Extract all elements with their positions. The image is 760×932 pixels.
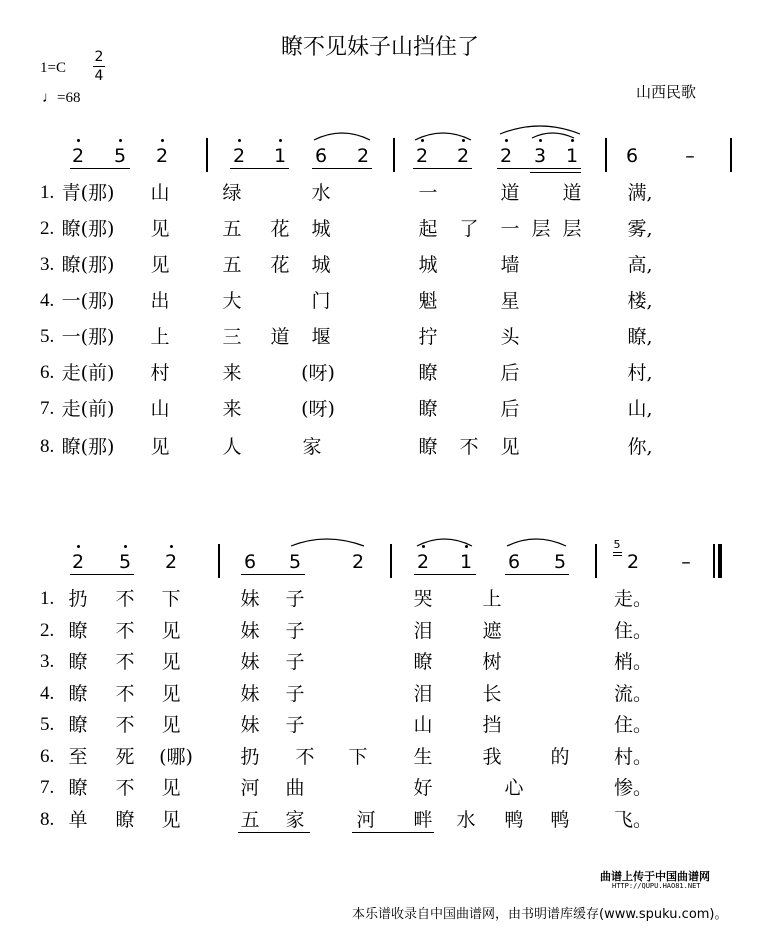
lyric: 水	[456, 809, 476, 831]
lyric: 子	[285, 620, 305, 642]
note: 5	[553, 551, 567, 573]
lyric: 瞭	[68, 651, 88, 673]
note: 2	[626, 551, 640, 573]
lyric: 不	[115, 651, 135, 673]
note: 5	[118, 551, 132, 573]
lyric: 子	[285, 714, 305, 736]
lyric: 墙	[500, 254, 520, 276]
lyric: 鸭	[504, 809, 524, 831]
lyric: 河	[356, 809, 376, 831]
lyric: 堰	[311, 326, 331, 348]
note: 2	[71, 145, 85, 167]
lyric: 子	[285, 651, 305, 673]
verse-number: 4.	[40, 683, 55, 704]
lyric: 后	[500, 398, 520, 420]
slur	[415, 133, 471, 140]
lyric: 不	[115, 714, 135, 736]
note: 6	[243, 551, 257, 573]
lyric: 生	[413, 746, 433, 768]
lyric: 不	[295, 746, 315, 768]
lyric: 子	[285, 588, 305, 610]
lyric: 星	[500, 290, 520, 312]
lyric: 扔	[240, 746, 260, 768]
note: 2	[415, 145, 429, 167]
note: 6	[314, 145, 328, 167]
lyric: 瞭	[68, 714, 88, 736]
lyric: 见	[150, 218, 170, 240]
lyric: 一	[418, 182, 438, 204]
lyric: 上	[150, 326, 170, 348]
lyric: 妹	[240, 620, 260, 642]
lyric: 见	[161, 714, 181, 736]
verse-number: 7.	[40, 398, 55, 419]
lyric: 青(那)	[61, 182, 115, 204]
note: 5	[113, 145, 127, 167]
lyric: 瞭	[418, 362, 438, 384]
lyric: 魁	[418, 290, 438, 312]
note: 3	[533, 145, 547, 167]
tempo-value: =68	[57, 90, 81, 106]
lyric: 道	[500, 182, 520, 204]
lyric: 河	[240, 777, 260, 799]
lyric: 瞭(那)	[61, 436, 115, 458]
lyric: 后	[500, 362, 520, 384]
lyric: 妹	[240, 714, 260, 736]
lyric: 瞭	[413, 651, 433, 673]
lyric: 了	[459, 218, 479, 240]
note: 2	[164, 551, 178, 573]
lyric: 飞。	[613, 809, 653, 831]
lyric: 走(前)	[61, 398, 115, 420]
lyric: 家	[302, 436, 322, 458]
lyric: 心	[504, 777, 524, 799]
lyric: 五	[222, 218, 242, 240]
lyric: 瞭	[68, 777, 88, 799]
lyric: 泪	[413, 620, 433, 642]
lyric: 妹	[240, 588, 260, 610]
lyric: 来	[222, 362, 242, 384]
slur	[291, 539, 364, 546]
lyric: 走(前)	[61, 362, 115, 384]
lyric: 瞭	[68, 620, 88, 642]
lyric: 不	[115, 620, 135, 642]
song-title: 瞭不见妹子山挡住了	[280, 35, 479, 60]
slur	[500, 126, 580, 134]
lyric: 村	[150, 362, 170, 384]
lyric: 山	[150, 398, 170, 420]
time-sig-bottom: 4	[94, 68, 104, 84]
lyric: 山,	[627, 398, 653, 420]
lyric: 妹	[240, 683, 260, 705]
slur	[417, 539, 472, 546]
lyric: 走。	[613, 588, 653, 610]
lyric: 鸭	[550, 809, 570, 831]
lyric: 一(那)	[61, 326, 115, 348]
lyric: 见	[150, 254, 170, 276]
lyric: 单	[68, 809, 88, 831]
note: 5	[288, 551, 302, 573]
site-url: HTTP://QUPU.HAO81.NET	[612, 882, 701, 890]
lyric: 不	[459, 436, 479, 458]
lyric: 树	[482, 651, 502, 673]
verse-number: 3.	[40, 254, 55, 275]
lyric: 惨。	[613, 777, 653, 799]
lyric: 挡	[482, 714, 502, 736]
slur	[532, 133, 574, 138]
lyric: 遮	[482, 620, 502, 642]
lyric: 门	[311, 290, 331, 312]
lyric: 一(那)	[61, 290, 115, 312]
lyric: (哪)	[159, 746, 193, 768]
lyric: 流。	[613, 683, 653, 705]
verse-number: 3.	[40, 651, 55, 672]
site-label: 曲谱上传于中国曲谱网	[600, 870, 710, 883]
note: 6	[625, 145, 639, 167]
lyric: 村,	[627, 362, 653, 384]
lyric: 好	[413, 777, 433, 799]
lyric: 住。	[613, 714, 653, 736]
lyric: 绿	[222, 182, 242, 204]
note: 2	[416, 551, 430, 573]
lyric: 死	[115, 746, 135, 768]
verse-number: 6.	[40, 746, 55, 767]
lyric: 不	[115, 683, 135, 705]
note-dash: –	[685, 145, 695, 167]
slur	[314, 133, 370, 140]
note: 6	[507, 551, 521, 573]
verse-number: 2.	[40, 218, 55, 239]
verse-number: 5.	[40, 714, 55, 735]
lyric: 头	[500, 326, 520, 348]
lyric: 长	[482, 683, 502, 705]
verse-number: 1.	[40, 588, 55, 609]
lyric: 高,	[627, 254, 653, 276]
lyric: 层	[562, 218, 582, 240]
key-signature: 1=C	[40, 60, 66, 76]
lyric: 瞭	[115, 809, 135, 831]
note: 1	[459, 551, 473, 573]
note: 2	[456, 145, 470, 167]
note: 2	[71, 551, 85, 573]
lyric: 道	[270, 326, 290, 348]
note: 2	[499, 145, 513, 167]
lyric: 三	[222, 326, 242, 348]
lyric: 见	[161, 809, 181, 831]
lyric: 见	[500, 436, 520, 458]
lyric: 曲	[285, 777, 305, 799]
lyric: 不	[115, 588, 135, 610]
lyric: 子	[285, 683, 305, 705]
verse-number: 8.	[40, 436, 55, 457]
note: 2	[155, 145, 169, 167]
lyric: 满,	[627, 182, 653, 204]
lyric: 见	[150, 436, 170, 458]
lyric: 城	[311, 218, 331, 240]
lyric: 出	[150, 290, 170, 312]
lyric: (呀)	[301, 398, 335, 420]
lyric: 上	[482, 588, 502, 610]
lyric: 畔	[413, 809, 433, 831]
lyric: 来	[222, 398, 242, 420]
lyric: 哭	[413, 588, 433, 610]
slur	[507, 539, 566, 546]
lyric: 瞭(那)	[61, 254, 115, 276]
lyric: 瞭	[68, 683, 88, 705]
lyric: 五	[222, 254, 242, 276]
lyric: 花	[270, 218, 290, 240]
lyric: 见	[161, 777, 181, 799]
lyric: 水	[311, 182, 331, 204]
lyric: 道	[562, 182, 582, 204]
lyric: 扔	[68, 588, 88, 610]
note: 2	[356, 145, 370, 167]
verse-number: 5.	[40, 326, 55, 347]
verse-number: 1.	[40, 182, 55, 203]
lyric: 见	[161, 651, 181, 673]
lyric: 五	[240, 809, 260, 831]
lyric: 的	[550, 746, 570, 768]
verse-number: 2.	[40, 620, 55, 641]
note: 2	[351, 551, 365, 573]
lyric: 楼,	[627, 290, 653, 312]
lyric: 瞭,	[627, 326, 653, 348]
quarter-note-icon: ♩	[42, 90, 57, 106]
lyric: 城	[418, 254, 438, 276]
note: 2	[232, 145, 246, 167]
lyric: 起	[418, 218, 438, 240]
verse-number: 4.	[40, 290, 55, 311]
lyric: 一	[500, 218, 520, 240]
verse-number: 8.	[40, 809, 55, 830]
lyric: 至	[68, 746, 88, 768]
credit-line: 本乐谱收录自中国曲谱网，由书明谱库缓存(www.spuku.com)。	[352, 907, 728, 922]
time-sig-top: 2	[94, 49, 104, 65]
lyric: 下	[348, 746, 368, 768]
lyric: 山	[150, 182, 170, 204]
lyric: 见	[161, 620, 181, 642]
lyric: 不	[115, 777, 135, 799]
lyric: 你,	[627, 436, 653, 458]
lyric: 梢。	[613, 651, 653, 673]
lyric: 拧	[418, 326, 438, 348]
note-dash: –	[681, 551, 691, 573]
lyric: 层	[531, 218, 551, 240]
lyric: 山	[413, 714, 433, 736]
note: 1	[565, 145, 579, 167]
lyric: 瞭	[418, 398, 438, 420]
lyric: 家	[285, 809, 305, 831]
lyric: 瞭(那)	[61, 218, 115, 240]
lyric: 城	[311, 254, 331, 276]
lyric: 住。	[613, 620, 653, 642]
lyric: 雾,	[627, 218, 653, 240]
lyric: 泪	[413, 683, 433, 705]
lyric: 人	[222, 436, 242, 458]
lyric: 见	[161, 683, 181, 705]
lyric: 妹	[240, 651, 260, 673]
lyric: 村。	[613, 746, 653, 768]
lyric: 大	[222, 290, 242, 312]
lyric: 我	[482, 746, 502, 768]
lyric: 瞭	[418, 436, 438, 458]
verse-number: 6.	[40, 362, 55, 383]
note: 1	[273, 145, 287, 167]
lyric: 花	[270, 254, 290, 276]
genre-label: 山西民歌	[636, 83, 697, 101]
grace-note: 5	[613, 538, 621, 551]
lyric: (呀)	[301, 362, 335, 384]
verse-number: 7.	[40, 777, 55, 798]
lyric: 下	[161, 588, 181, 610]
